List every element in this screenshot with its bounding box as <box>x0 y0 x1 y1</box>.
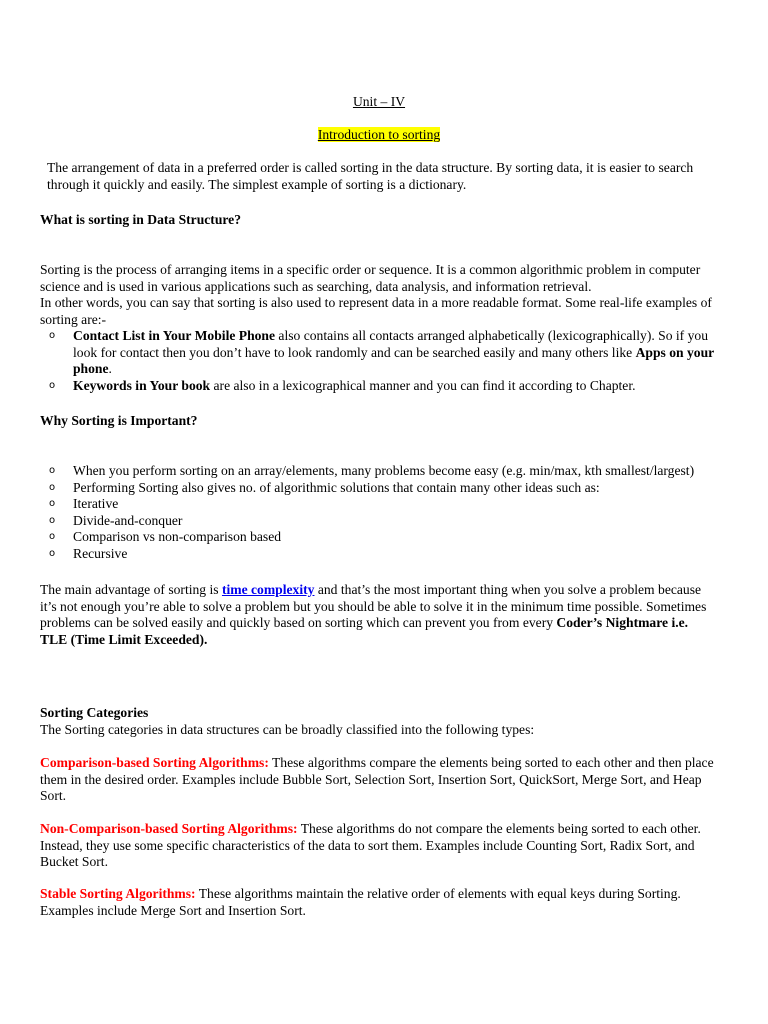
list-item: o Recursive <box>49 545 128 561</box>
list-item: o Comparison vs non-comparison based <box>49 529 282 545</box>
advantage-paragraph: The main advantage of sorting is time complexity and that’s the most important thing when you solve a problem because it’s not enough you’re able to solve a problem but you should be able to solve it in the minimum time possible. Sometimes problems can be solved easily and quickly based on sorting which can prevent you from every Coder’s Nightmare i.e. TLE (Time Limit Exceeded). <box>40 582 707 647</box>
bullet-icon: o <box>49 547 56 559</box>
importance-list <box>40 463 716 563</box>
real-life-examples-list <box>40 328 716 394</box>
category-stable-sorting: Stable Sorting Algorithms: These algorithms maintain the relative order of elements with equal keys during Sorting. Examples include Merge Sort and Insertion Sort. <box>40 886 681 918</box>
examples-paragraph: In other words, you can say that sorting is also used to represent data in a more readable format. Some real-life examples of sorting are:- <box>40 295 712 327</box>
category-comparison-based: Comparison-based Sorting Algorithms: These algorithms compare the elements being sorted to each other and then place them in the desired order. Examples include Bubble Sort, Selection Sort, Insertion Sort, QuickSort, Merge Sort, and Heap Sort. <box>40 755 714 804</box>
bullet-icon: o <box>49 514 56 526</box>
bullet-icon: o <box>49 379 56 391</box>
list-item: o Keywords in Your book are also in a lexicographical manner and you can find it according to Chapter. <box>49 377 636 393</box>
heading-what-is-sorting: What is sorting in Data Structure? <box>40 212 242 227</box>
definition-paragraph: Sorting is the process of arranging items in a specific order or sequence. It is a common algorithmic problem in computer science and is used in various applications such as searching, data analysis, and information retrieval. <box>40 262 701 294</box>
bullet-icon: o <box>49 330 56 341</box>
heading-sorting-categories: Sorting Categories <box>40 705 149 720</box>
intro-paragraph: The arrangement of data in a preferred order is called sorting in the data structure. By sorting data, it is easier to search through it quickly and easily. The simplest example of sorting is a dictionary. <box>47 160 694 192</box>
categories-intro: The Sorting categories in data structures can be broadly classified into the following types: <box>40 722 535 737</box>
list-item: o Contact List in Your Mobile Phone also contains all contacts arranged alphabetically (lexicographically). So if you look for contact then you don’t have to look randomly and can be searched easily and many others like Apps on your phone. <box>49 328 714 377</box>
time-complexity-link[interactable]: time complexity <box>221 582 315 597</box>
category-non-comparison-based: Non-Comparison-based Sorting Algorithms: These algorithms do not compare the elements being sorted to each other. Instead, they use some specific characteristics of the data to sort them. Examples include Counting Sort, Radix Sort, and Bucket Sort. <box>40 821 701 870</box>
bullet-icon: o <box>49 465 56 476</box>
unit-title: Unit – IV <box>352 94 406 109</box>
list-item: o When you perform sorting on an array/elements, many problems become easy (e.g. min/max, kth smallest/largest) <box>49 463 695 478</box>
list-item: o Iterative <box>49 496 119 512</box>
section-title: Introduction to sorting <box>317 127 441 142</box>
list-item: o Divide-and-conquer <box>49 512 183 528</box>
bullet-icon: o <box>49 531 56 543</box>
list-item: o Performing Sorting also gives no. of algorithmic solutions that contain many other ideas such as: <box>49 479 600 495</box>
heading-why-sorting-important: Why Sorting is Important? <box>40 413 198 428</box>
bullet-icon: o <box>49 481 56 493</box>
bullet-icon: o <box>49 498 56 510</box>
